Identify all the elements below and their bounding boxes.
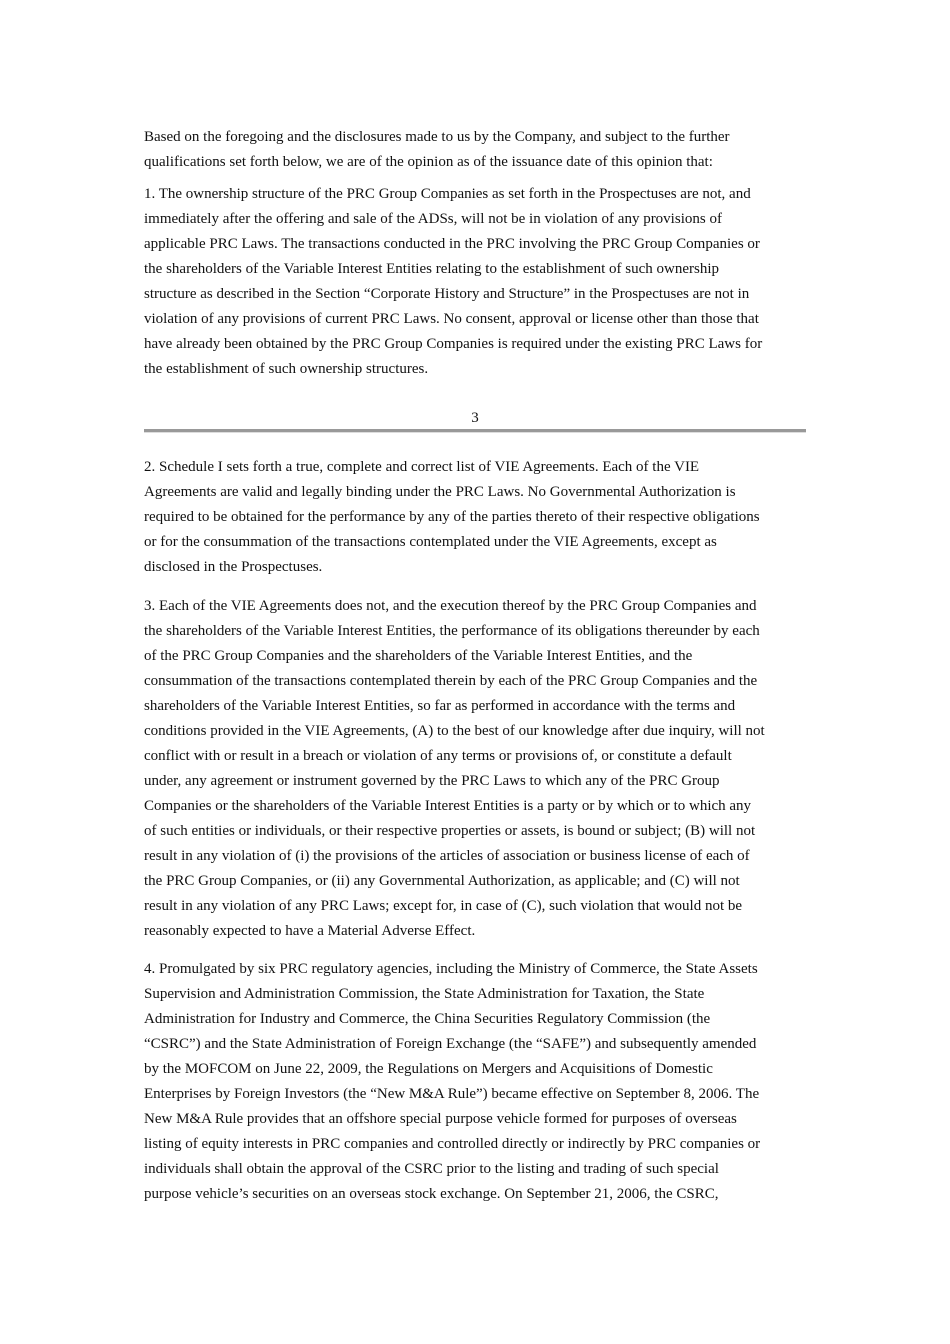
text-line: result in any violation of any PRC Laws; except for, in case of (C), such violation that would not be — [144, 898, 743, 914]
text-line: disclosed in the Prospectuses. — [144, 559, 323, 575]
text-line: New M&A Rule provides that an offshore special purpose vehicle formed for purposes of overseas — [144, 1111, 737, 1127]
text-line: listing of equity interests in PRC companies and controlled directly or indirectly by PRC companies or — [144, 1136, 761, 1152]
text-line: structure as described in the Section “Corporate History and Structure” in the Prospectuses are not in — [144, 286, 750, 302]
paragraph-intro — [144, 125, 814, 175]
text-line: 4. Promulgated by six PRC regulatory agencies, including the Ministry of Commerce, the State Assets — [144, 961, 758, 977]
text-line: have already been obtained by the PRC Group Companies is required under the existing PRC Laws for — [144, 336, 763, 352]
page-number: 3 — [471, 410, 479, 426]
text-line: of such entities or individuals, or their respective properties or assets, is bound or subject; (B) will not — [144, 823, 756, 839]
paragraph-4-new-ma-rule — [144, 957, 814, 1207]
text-line: result in any violation of (i) the provisions of the articles of association or business license of each of — [144, 848, 750, 864]
text-line: consummation of the transactions contemplated therein by each of the PRC Group Companies and the — [144, 673, 758, 689]
text-line: shareholders of the Variable Interest Entities, so far as performed in accordance with the terms and — [144, 698, 736, 714]
text-line: “CSRC”) and the State Administration of Foreign Exchange (the “SAFE”) and subsequently amended — [144, 1036, 757, 1052]
text-line: reasonably expected to have a Material Adverse Effect. — [144, 923, 476, 939]
paragraph-3-no-conflict — [144, 594, 814, 944]
text-line: the PRC Group Companies, or (ii) any Governmental Authorization, as applicable; and (C) will not — [144, 873, 740, 889]
text-line: applicable PRC Laws. The transactions conducted in the PRC involving the PRC Group Companies or — [144, 236, 760, 252]
text-line: or for the consummation of the transactions contemplated under the VIE Agreements, except as — [144, 534, 717, 550]
text-line: qualifications set forth below, we are of the opinion as of the issuance date of this opinion that: — [144, 154, 713, 170]
text-line: 1. The ownership structure of the PRC Group Companies as set forth in the Prospectuses are not, and — [144, 186, 751, 202]
text-line: under, any agreement or instrument governed by the PRC Laws to which any of the PRC Group — [144, 773, 720, 789]
paragraph-2-vie-agreements — [144, 455, 814, 580]
text-line: of the PRC Group Companies and the shareholders of the Variable Interest Entities, and the — [144, 648, 693, 664]
text-line: Administration for Industry and Commerce, the China Securities Regulatory Commission (the — [144, 1011, 711, 1027]
text-line: by the MOFCOM on June 22, 2009, the Regulations on Mergers and Acquisitions of Domestic — [144, 1061, 713, 1077]
text-line: conditions provided in the VIE Agreements, (A) to the best of our knowledge after due inquiry, will not — [144, 723, 765, 739]
page-divider — [144, 429, 806, 433]
text-line: 2. Schedule I sets forth a true, complete and correct list of VIE Agreements. Each of the VIE — [144, 459, 700, 475]
text-line: Enterprises by Foreign Investors (the “New M&A Rule”) became effective on September 8, 2006. The — [144, 1086, 760, 1102]
text-line: Based on the foregoing and the disclosures made to us by the Company, and subject to the further — [144, 129, 730, 145]
text-line: violation of any provisions of current PRC Laws. No consent, approval or license other than those that — [144, 311, 759, 327]
text-line: the shareholders of the Variable Interest Entities, the performance of its obligations thereunder by each — [144, 623, 760, 639]
text-line: purpose vehicle’s securities on an overseas stock exchange. On September 21, 2006, the CSRC, — [144, 1186, 719, 1202]
text-line: conflict with or result in a breach or violation of any terms or provisions of, or constitute a default — [144, 748, 732, 764]
text-line: 3. Each of the VIE Agreements does not, and the execution thereof by the PRC Group Companies and — [144, 598, 757, 614]
text-line: Supervision and Administration Commission, the State Administration for Taxation, the State — [144, 986, 705, 1002]
text-line: immediately after the offering and sale of the ADSs, will not be in violation of any provisions of — [144, 211, 722, 227]
text-line: individuals shall obtain the approval of the CSRC prior to the listing and trading of such special — [144, 1161, 719, 1177]
text-line: Companies or the shareholders of the Variable Interest Entities is a party or by which or to which any — [144, 798, 752, 814]
text-line: the establishment of such ownership structures. — [144, 361, 429, 377]
text-line: required to be obtained for the performance by any of the parties thereto of their respective obligations — [144, 509, 760, 525]
paragraph-1-ownership-structure — [144, 182, 814, 382]
text-line: the shareholders of the Variable Interest Entities relating to the establishment of such ownership — [144, 261, 719, 277]
text-line: Agreements are valid and legally binding under the PRC Laws. No Governmental Authorization is — [144, 484, 736, 500]
